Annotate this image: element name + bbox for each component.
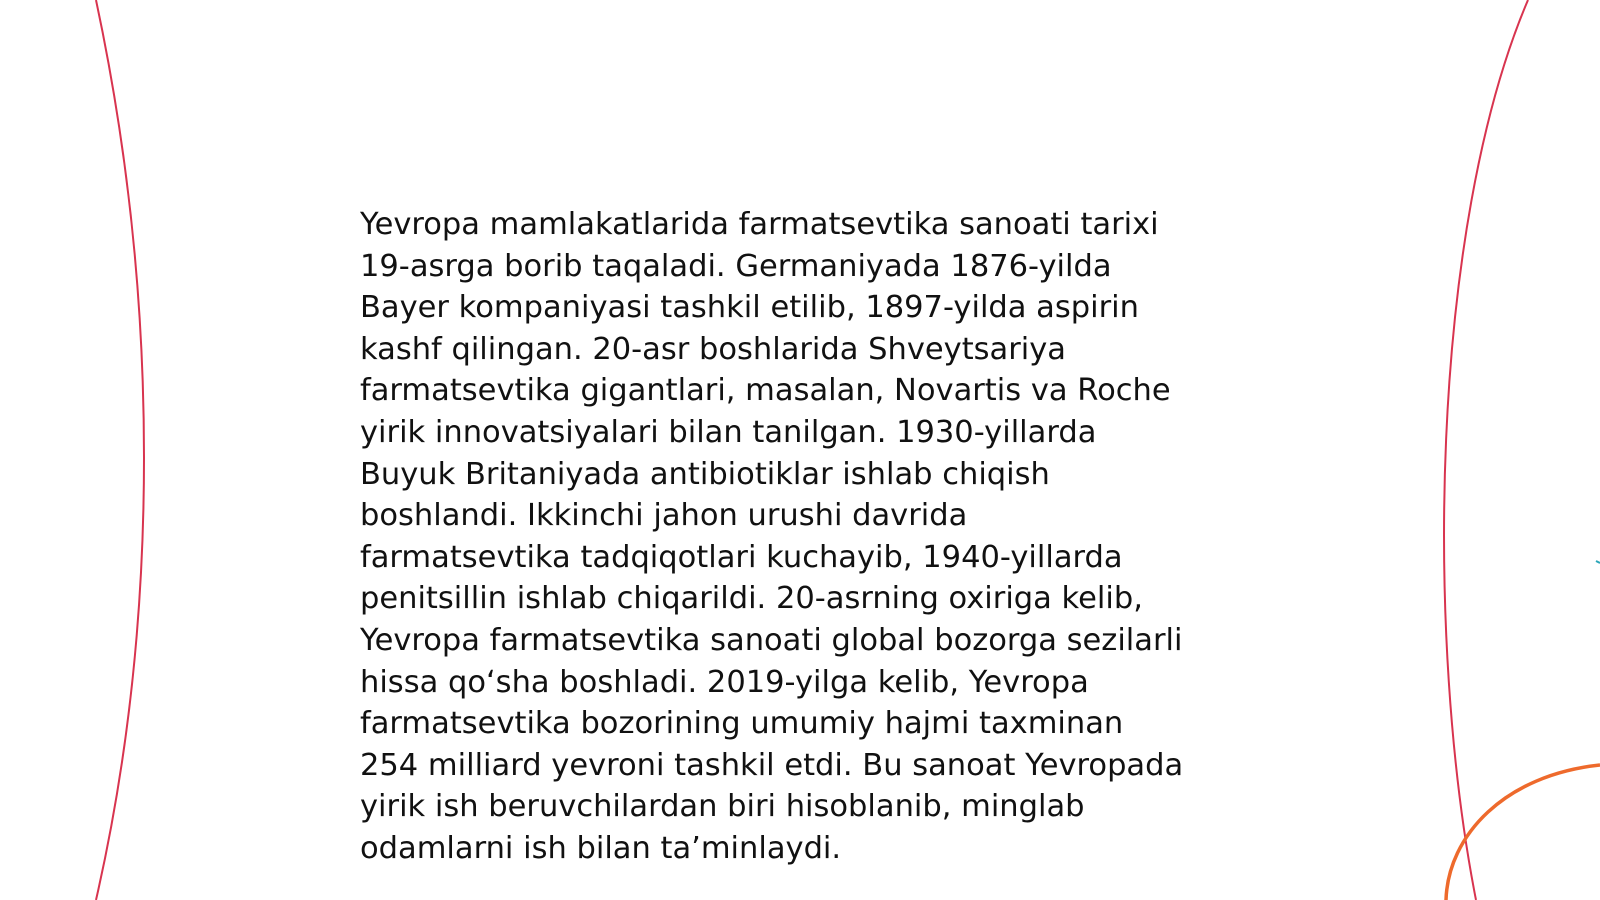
paragraph-line: odamlarni ish bilan ta’minlaydi. xyxy=(360,830,842,866)
paragraph-line: farmatsevtika tadqiqotlari kuchayib, 1940-yillarda xyxy=(360,539,1123,575)
paragraph-line: farmatsevtika gigantlari, masalan, Novartis va Roche xyxy=(360,373,1171,409)
paragraph-line: yirik ish beruvchilardan biri hisoblanib, minglab xyxy=(360,789,1085,825)
body-paragraph xyxy=(360,204,1260,870)
paragraph-line: farmatsevtika bozorining umumiy hajmi taxminan xyxy=(360,706,1124,742)
paragraph-line: Bayer kompaniyasi tashkil etilib, 1897-yilda aspirin xyxy=(360,290,1139,326)
paragraph-line: penitsillin ishlab chiqarildi. 20-asrning oxiriga kelib, xyxy=(360,581,1143,617)
paragraph-line: Buyuk Britaniyada antibiotiklar ishlab chiqish xyxy=(360,456,1050,492)
left-decorative-curve xyxy=(96,0,144,900)
right-decorative-curve xyxy=(1444,0,1528,900)
paragraph-line: 254 milliard yevroni tashkil etdi. Bu sanoat Yevropada xyxy=(360,747,1184,783)
paragraph-line: yirik innovatsiyalari bilan tanilgan. 1930-yillarda xyxy=(360,414,1097,450)
teal-accent-mark xyxy=(1596,561,1600,563)
paragraph-line: boshlandi. Ikkinchi jahon urushi davrida xyxy=(360,498,968,534)
orange-decorative-arc xyxy=(1446,765,1600,900)
paragraph-line: Yevropa farmatsevtika sanoati global bozorga sezilarli xyxy=(360,622,1183,658)
paragraph-line: kashf qilingan. 20-asr boshlarida Shveytsariya xyxy=(360,331,1066,367)
paragraph-line: Yevropa mamlakatlarida farmatsevtika sanoati tarixi xyxy=(360,207,1159,242)
paragraph-line: hissa qo‘sha boshladi. 2019-yilga kelib, Yevropa xyxy=(360,664,1089,700)
paragraph-line: 19-asrga borib taqaladi. Germaniyada 1876-yilda xyxy=(360,248,1112,284)
